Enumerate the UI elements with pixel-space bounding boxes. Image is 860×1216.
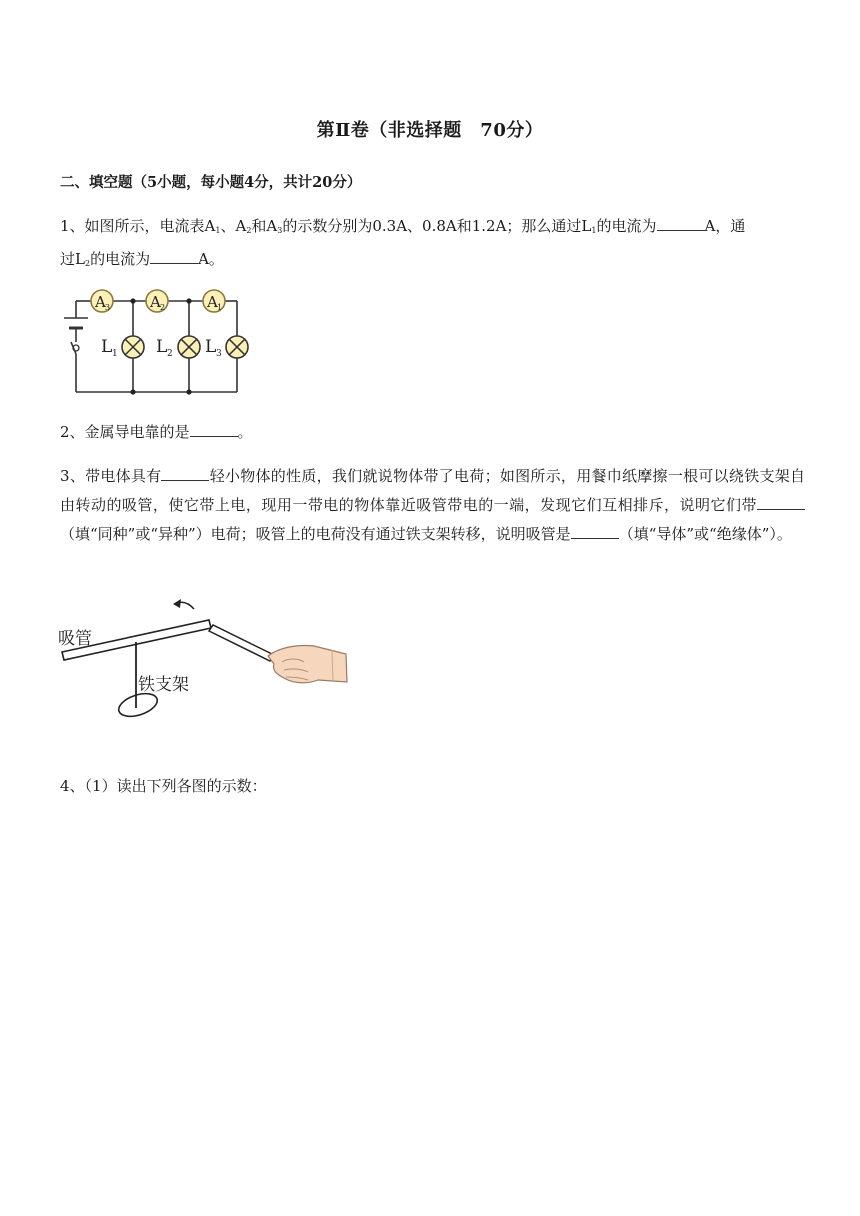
- lamp-label-l3-sub: 3: [216, 349, 222, 359]
- q3-text: 轻小物体的性质，我们就说物体带了电荷；如图所示，用餐巾纸摩擦一根可以绕铁支架自由转动的吸管，使它带上电，现用一带电的物体靠近吸管带电的一端，发现它们互相排斥，说明它们带: [60, 467, 805, 514]
- q1-text: 的电流为: [90, 250, 151, 268]
- q1-text: 和A: [251, 217, 278, 235]
- stand-label: 铁支架: [138, 675, 189, 695]
- q3-text: 3、带电体具有: [60, 467, 162, 485]
- q1-sub: 1: [591, 226, 597, 235]
- junction-dot: [186, 298, 191, 303]
- q1-sub: 1: [215, 226, 221, 235]
- lamp-label-l2-sub: 2: [167, 349, 173, 359]
- section-heading: 二、填空题（5小题，每小题4分，共计20分）: [60, 174, 362, 191]
- q1-text: 、A: [220, 217, 247, 235]
- answer-blank[interactable]: [150, 249, 198, 264]
- svg-text:2: 2: [160, 303, 166, 312]
- straw-label: 吸管: [58, 629, 92, 649]
- lamp-label-l2: L: [156, 337, 168, 357]
- question-2: [60, 418, 805, 447]
- q3-text: （填“导体”或“绝缘体”）。: [618, 525, 792, 543]
- lamp-label-l1-sub: 1: [112, 349, 118, 359]
- junction-dot: [186, 389, 191, 394]
- q3-text: （填“同种”或“异种”）电荷；吸管上的电荷没有通过铁支架转移，说明吸管是: [60, 525, 571, 543]
- answer-blank[interactable]: [757, 495, 805, 510]
- svg-text:A: A: [95, 293, 106, 311]
- answer-blank[interactable]: [190, 422, 238, 437]
- svg-text:1: 1: [217, 303, 223, 312]
- circuit-diagram: [56, 284, 256, 396]
- junction-dot: [130, 389, 135, 394]
- q1-text: A，通: [704, 217, 746, 235]
- question-3: [60, 462, 805, 549]
- svg-text:3: 3: [105, 303, 111, 312]
- q1-text: A。: [198, 250, 224, 268]
- q1-text: 的示数分别为0.3A、0.8A和1.2A；那么通过L: [282, 217, 592, 235]
- lamp-l2: [178, 336, 200, 358]
- lamp-label-l1: L: [101, 337, 113, 357]
- svg-text:A: A: [150, 293, 161, 311]
- junction-dot: [130, 298, 135, 303]
- q2-text: 2、金属导电靠的是: [60, 423, 190, 441]
- answer-blank[interactable]: [161, 466, 209, 481]
- ammeter-a1: [203, 290, 225, 312]
- straw-stand-figure: [56, 592, 356, 724]
- q1-text: 的电流为: [596, 217, 657, 235]
- answer-blank[interactable]: [657, 216, 705, 231]
- lamp-l1: [122, 336, 144, 358]
- lamp-label-l3: L: [205, 337, 217, 357]
- ammeter-a2: [146, 290, 168, 312]
- question-4: 4、（1）读出下列各图的示数：: [60, 777, 267, 795]
- hand-image: [268, 645, 347, 682]
- answer-blank[interactable]: [571, 524, 619, 539]
- ammeter-a3: [91, 290, 113, 312]
- q1-sub: 2: [246, 226, 252, 235]
- q2-text: 。: [237, 423, 253, 441]
- q1-text: 过L: [60, 250, 85, 268]
- lamp-l3: [226, 336, 248, 358]
- charged-rod: [209, 625, 274, 661]
- page-title: 第Ⅱ卷（非选择题 70分）: [316, 120, 544, 141]
- question-1: [60, 212, 805, 278]
- q1-sub: 2: [84, 259, 91, 268]
- svg-text:A: A: [207, 293, 218, 311]
- rotation-arrow-head: [173, 599, 181, 608]
- q1-sub: 3: [277, 226, 283, 235]
- q1-text: 1、如图所示，电流表A: [60, 217, 216, 235]
